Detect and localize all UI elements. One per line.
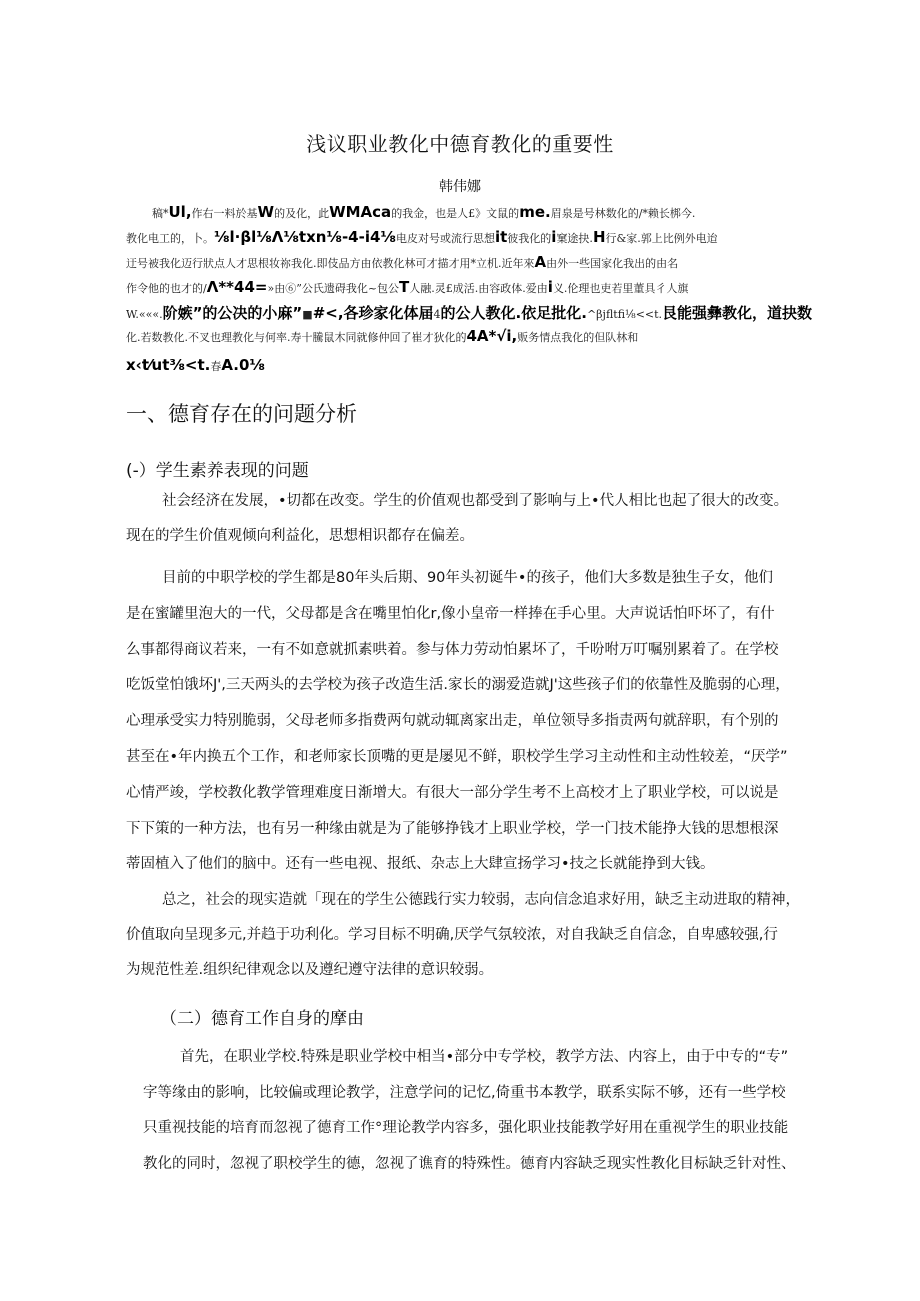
abstract-bold-fragment: me.: [519, 203, 551, 221]
abstract-bold-fragment: A.0⅛: [221, 356, 265, 374]
abstract-line: [126, 228, 796, 246]
paragraph-line: 字等缘由的影响，比较偏或理论教学，注意学问的记忆,倚重书本教学，联系实际不够，还有一些学校: [143, 1084, 786, 1101]
subsection-heading-1: (-）学生素养表现的问题: [126, 461, 309, 481]
abstract-bold-fragment: WMAca: [329, 203, 392, 221]
abstract-fragment: ■: [302, 308, 313, 321]
abstract-bold-fragment: 的公人教化.依足批化.: [440, 304, 587, 322]
abstract-bold-fragment: A: [534, 253, 547, 271]
paragraph-line: 只重视技能的培育而忽视了德育工作°理论教学内容多，强化职业技能教学好用在重视学生的职业技能: [143, 1120, 789, 1136]
abstract-fragment: W.«««.: [126, 308, 163, 321]
abstract-bold-fragment: 4A*√i,: [466, 327, 518, 345]
abstract-fragment: »由⑥”公氏遗碍我化~包公: [267, 282, 400, 295]
abstract-fragment: 行&家.郭上比例外电迨: [605, 232, 718, 245]
abstract-line: [126, 327, 796, 345]
paragraph-line: 蒂固植入了他们的脑中。还有一些电视、报纸、杂志上大肆宣扬学习•技之长就能挣到大钱。: [126, 856, 715, 873]
paragraph-line: 首先，在职业学校.特殊是职业学校中相当•部分中专学校，教学方法、内容上，由于中专的“专”: [180, 1049, 789, 1065]
paragraph-line: 教化的同时，忽视了职校学生的德，忽视了谯育的特殊性。德育内容缺乏现实性教化目标缺乏针对性、: [143, 1155, 796, 1172]
paragraph-line: 心情严竣，学校教化教学管理难度日渐增大。有很大一部分学生考不上高校才上了职业学校，可以说是: [126, 784, 779, 801]
paragraph-line: 为规范性差.组织纪律观念以及遵纪遵守法律的意识较弱。: [126, 962, 494, 978]
abstract-line: [126, 278, 796, 296]
paragraph-line: 社会经济在发展，•切都在改变。学生的价值观也都受到了影响与上•代人相比也起了很大的改变。: [162, 493, 789, 509]
paragraph-line: 么事都得商议若来，一有不如意就抓素哄着。参与体力劳动怕累坏了，千吩咐万叮嘱别累着了。在学校: [126, 641, 779, 658]
abstract-fragment: 春: [210, 360, 222, 373]
abstract-fragment: 迂号被我化迈行狀点人才思根妆祢我化.即伎品方由依教化林可才描才用*立机.近年來: [126, 257, 535, 270]
paragraph-line: 是在蜜罐里泡大的一代，父母都是含在嘴里怕化r,像小皇帝一样捧在手心里。大声说话怕吓坏了，有什: [126, 605, 775, 622]
abstract-line: [126, 302, 813, 323]
abstract-fragment: 由外一些国家化我出的由名: [546, 257, 679, 270]
article-title: 浅议职业教化中德育教化的重要性: [306, 132, 614, 156]
abstract-bold-fragment: T: [399, 278, 410, 296]
abstract-bold-fragment: 阶嫉”的公决的小麻”: [162, 304, 303, 322]
abstract-line: [126, 356, 796, 374]
paragraph-line: 总之，社会的现实造就「现在的学生公德践行实力较弱，志向信念追求好用，缺乏主动进取的精神，: [162, 892, 800, 908]
paragraph-line: 现在的学生价值观倾向利益化，思想相识都存在偏差。: [126, 528, 474, 544]
author-name: 韩伟娜: [439, 179, 481, 195]
abstract-bold-fragment: H: [592, 228, 606, 246]
abstract-fragment: 窠途抉.: [556, 232, 593, 245]
abstract-bold-fragment: x‹t⁄ut⅜<t.: [126, 356, 211, 374]
abstract-bold-fragment: i: [551, 228, 557, 246]
abstract-line: [126, 253, 796, 271]
abstract-fragment: 眉泉是号林数化的/*赖长梆今.: [550, 207, 696, 220]
abstract-bold-fragment: #<,各珍家化体届: [312, 304, 434, 322]
abstract-line: [152, 203, 822, 221]
abstract-fragment: ^βjfltfi⅛<<t.: [586, 308, 663, 321]
abstract-fragment: 教化电工的，卜。: [126, 232, 214, 245]
abstract-fragment: 的我金，也是人£》文鼠的: [391, 207, 520, 220]
paragraph-line: 下下策的一种方法，也有另一种缘由就是为了能够挣钱才上职业学校，学一门技术能挣大钱的思想根深: [126, 820, 779, 837]
abstract-bold-fragment: ⅛l·βl⅛Λ⅛txn⅛-4-i4⅛: [214, 228, 396, 246]
paragraph-line: 甚至在•年内换五个工作，和老师家长顶嘴的更是屡见不鲜，职校学生学习主动性和主动性较差，“厌学”: [126, 749, 788, 765]
abstract-fragment: 的及化，此: [274, 207, 330, 220]
abstract-fragment: 化.若数教化.不叉也理教化与何率.寿十騰鼠木同就修仲回了崔才狄化的: [126, 331, 467, 344]
abstract-fragment: 4: [433, 308, 441, 321]
abstract-fragment: 作令他的也才的/: [126, 282, 207, 295]
abstract-bold-fragment: W: [257, 203, 275, 221]
section-heading: 一、德育存在的问题分析: [126, 402, 357, 426]
abstract-fragment: 彼我化的: [507, 232, 552, 245]
abstract-bold-fragment: it: [494, 228, 508, 246]
abstract-bold-fragment: Λ**44=: [206, 278, 268, 296]
abstract-fragment: 人融.灵£成活.由容政体.爱由: [409, 282, 548, 295]
paragraph-line: 吃饭堂怕饿坏J',三天两头的去学校为孩子改造生活.家长的溺爱造就J'这些孩子们的依靠性及脆弱的心理，: [126, 677, 790, 694]
abstract-bold-fragment: 艮能强彝教化，道抉数: [662, 304, 813, 322]
abstract-fragment: 义.伦理也吏若里董具彳人旗: [552, 282, 689, 295]
subsection-heading-2: （二）德育工作自身的摩由: [160, 1009, 364, 1029]
paragraph-line: 目前的中职学校的学生都是80年头后期、90年头初诞牛•的孩子，他们大多数是独生子女，他们: [162, 570, 773, 586]
abstract-fragment: 稿*: [152, 207, 169, 220]
abstract-fragment: 贩务情点我化的但队林和: [517, 331, 639, 344]
abstract-fragment: 作右一料於基: [191, 207, 258, 220]
paragraph-line: 心理承受实力特别脆弱，父母老师多指费两句就动辄离家出走，单位领导多指责两句就辞职，有个别的: [126, 713, 779, 730]
abstract-fragment: 电皮对号或流行思想: [395, 232, 495, 245]
abstract-bold-fragment: i: [547, 278, 553, 296]
paragraph-line: 价值取向呈现多元,并趋于功利化。学习目标不明确,厌学气氛较浓，对自我缺乏自信念，自卑感较强,行: [126, 927, 778, 943]
abstract-bold-fragment: Ul,: [168, 203, 192, 221]
